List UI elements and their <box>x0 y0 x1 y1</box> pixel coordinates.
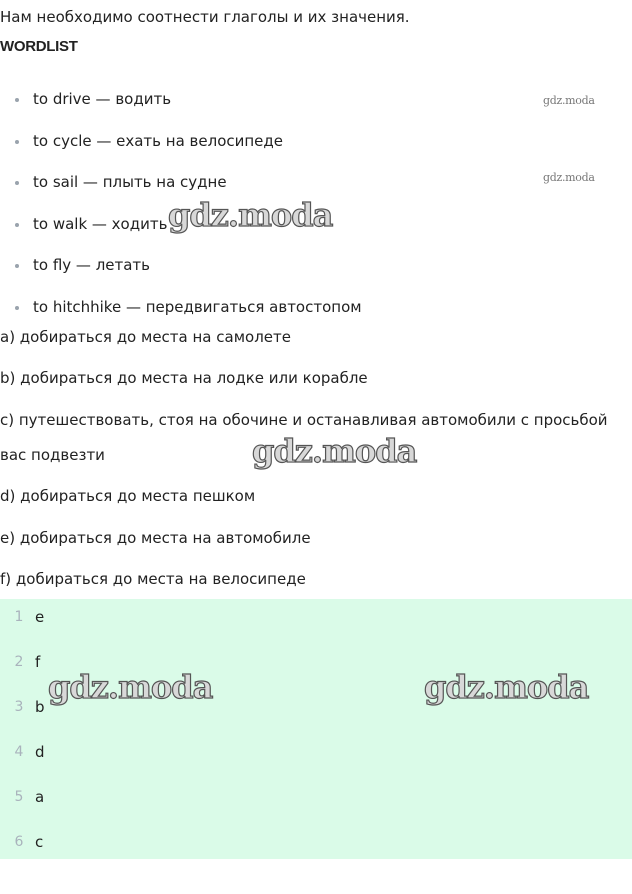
answer-number: 5 <box>14 789 24 805</box>
answer-number: 1 <box>14 609 24 625</box>
definition-item: a) добираться до места на самолете <box>0 328 291 346</box>
answer-row <box>0 827 632 857</box>
answer-number: 4 <box>14 744 24 760</box>
wordlist-item-text: to fly — летать <box>33 256 151 275</box>
bullet-icon <box>15 223 19 227</box>
answer-value: a <box>35 788 45 806</box>
bullet-icon <box>15 264 19 268</box>
wordlist-item <box>0 79 632 121</box>
answer-number: 3 <box>14 699 24 715</box>
answer-value: f <box>35 653 41 671</box>
answer-value: c <box>35 833 44 851</box>
bullet-icon <box>15 306 19 310</box>
intro-text: Нам необходимо соотнести глаголы и их значения. <box>0 8 410 26</box>
watermark-small: gdz.moda <box>543 171 595 184</box>
answer-number: 2 <box>14 654 24 670</box>
wordlist-item-text: to cycle — ехать на велосипеде <box>33 131 284 150</box>
answer-row <box>0 602 632 632</box>
bullet-icon <box>15 98 19 102</box>
watermark-large: gdz.moda <box>424 668 589 706</box>
wordlist-item <box>0 245 632 287</box>
bullet-icon <box>15 181 19 185</box>
bullet-icon <box>15 140 19 144</box>
answer-block <box>0 599 632 859</box>
wordlist-heading: WORDLIST <box>0 38 78 55</box>
answer-row <box>0 737 632 767</box>
wordlist-item-text: to hitchhike — передвигаться автостопом <box>33 297 362 316</box>
wordlist-item-text: to drive — водить <box>33 90 172 108</box>
definition-item: c) путешествовать, стоя на обочине и останавливая автомобили с просьбой вас подвезти <box>0 410 608 464</box>
wordlist-item-text: to walk — ходить <box>33 214 168 233</box>
watermark-large: gdz.moda <box>168 196 333 234</box>
answer-row <box>0 782 632 812</box>
answer-number: 6 <box>14 834 24 850</box>
answer-value: e <box>35 608 45 626</box>
answer-value: b <box>35 698 45 716</box>
definition-item: e) добираться до места на автомобиле <box>0 528 311 547</box>
definition-item: d) добираться до места пешком <box>0 487 256 506</box>
definition-item: b) добираться до места на лодке или корабле <box>0 369 368 388</box>
watermark-large: gdz.moda <box>48 668 213 706</box>
watermark-small: gdz.moda <box>543 94 595 107</box>
wordlist-item <box>0 121 632 163</box>
watermark-large: gdz.moda <box>252 432 417 470</box>
definition-item: f) добираться до места на велосипеде <box>0 569 306 588</box>
wordlist-item-text: to sail — плыть на судне <box>33 173 227 192</box>
answer-value: d <box>35 743 45 761</box>
